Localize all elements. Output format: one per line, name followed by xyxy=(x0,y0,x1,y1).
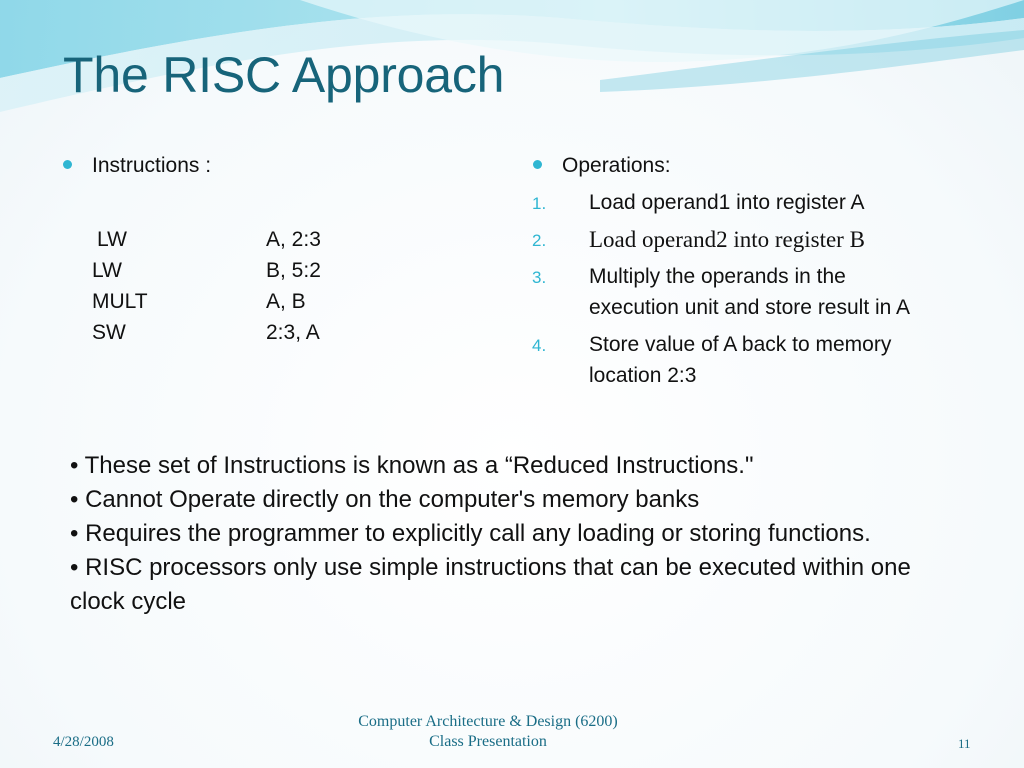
instruction-op: SW xyxy=(92,321,126,344)
bullet-dot xyxy=(533,160,542,169)
footer-title-line2: Class Presentation xyxy=(429,733,547,750)
page-number: 11 xyxy=(958,736,971,751)
instruction-args: A, 2:3 xyxy=(266,228,321,251)
note-line: • Cannot Operate directly on the computer's memory banks xyxy=(70,486,700,513)
footer-title-line1: Computer Architecture & Design (6200) xyxy=(358,713,618,730)
step-number: 4. xyxy=(532,336,547,355)
note-line: • RISC processors only use simple instructions that can be executed within one xyxy=(70,554,911,581)
footer-date: 4/28/2008 xyxy=(53,734,114,750)
note-line: clock cycle xyxy=(70,588,187,615)
instruction-args: A, B xyxy=(266,290,306,313)
instruction-args: 2:3, A xyxy=(266,321,320,344)
operations-heading: Operations: xyxy=(562,154,671,177)
step-text: Load operand2 into register B xyxy=(589,227,865,252)
instruction-op: LW xyxy=(92,259,122,282)
instruction-args: B, 5:2 xyxy=(266,259,321,282)
step-number: 1. xyxy=(532,194,547,213)
instructions-heading: Instructions : xyxy=(92,154,212,177)
bullet-dot xyxy=(63,160,72,169)
step-text: Store value of A back to memory xyxy=(589,333,892,356)
note-line: • These set of Instructions is known as a “Reduced Instructions." xyxy=(70,452,754,479)
step-text: Multiply the operands in the xyxy=(589,265,846,288)
instruction-op: LW xyxy=(97,228,127,251)
step-text: Load operand1 into register A xyxy=(589,191,865,214)
instruction-op: MULT xyxy=(92,290,148,313)
slide-title: The RISC Approach xyxy=(63,47,505,103)
note-line: • Requires the programmer to explicitly call any loading or storing functions. xyxy=(70,520,871,547)
step-number: 2. xyxy=(532,231,547,250)
step-text: execution unit and store result in A xyxy=(589,296,911,319)
step-number: 3. xyxy=(532,268,547,287)
step-text: location 2:3 xyxy=(589,364,697,387)
